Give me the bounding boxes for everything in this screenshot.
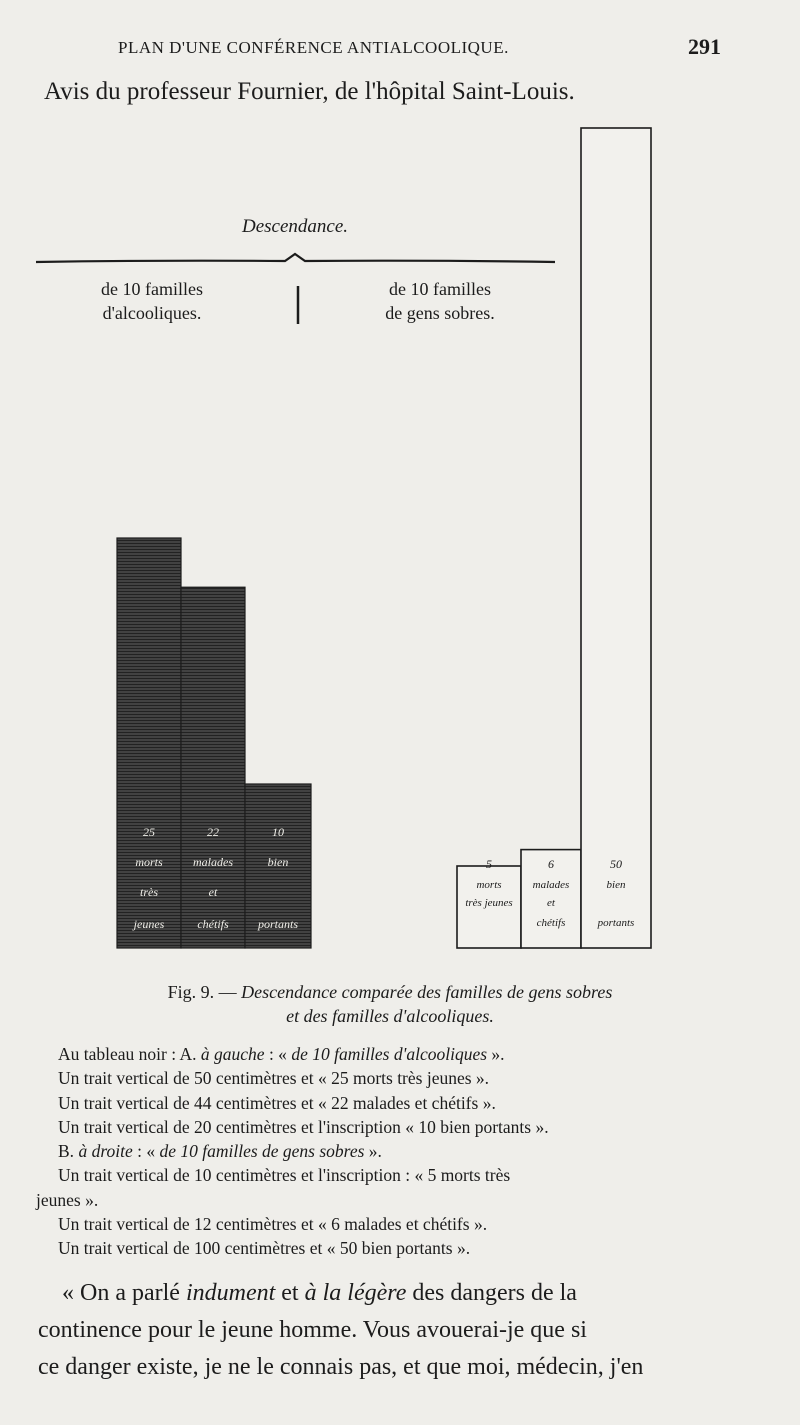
bar-count-label: 22: [207, 825, 219, 839]
note-line-1: [58, 1042, 758, 1066]
bar-count-label: 25: [143, 825, 155, 839]
note-1-c: : «: [264, 1044, 292, 1064]
note-5-d: de 10 familles de gens sobres: [159, 1141, 365, 1162]
bar-label-1: malades: [193, 855, 233, 869]
heading-brace: [36, 254, 555, 262]
figure-caption: [80, 980, 700, 1028]
blackboard-notes: [36, 1042, 758, 1261]
note-1-d: de 10 familles d'alcooliques: [291, 1044, 488, 1064]
bar-label-1: bien: [267, 855, 289, 869]
section-title: Avis du professeur Fournier, de l'hôpital Saint-Louis.: [44, 78, 575, 105]
body-1-a: « On a parlé: [62, 1280, 186, 1306]
bar-label-3: chétifs: [536, 917, 566, 929]
bar-label-3: portants: [257, 917, 299, 931]
body-1-c: et: [275, 1280, 305, 1306]
chart-heading: Descendance.: [241, 216, 349, 237]
body-1-b: indument: [185, 1280, 276, 1306]
note-line-3: Un trait vertical de 44 centimètres et « 22 malades et chétifs ».: [58, 1092, 496, 1113]
bar-sobres-3: [581, 128, 651, 948]
note-line-4: Un trait vertical de 20 centimètres et l'inscription « 10 bien portants ».: [58, 1116, 549, 1137]
note-line-2: Un trait vertical de 50 centimètres et « 25 morts très jeunes ».: [58, 1068, 490, 1089]
note-5-a: B.: [58, 1141, 79, 1162]
note-1-a: Au tableau noir : A.: [58, 1044, 201, 1064]
descendance-chart: [0, 110, 800, 970]
left-group-label-2: d'alcooliques.: [102, 303, 202, 323]
figure-9: [0, 110, 800, 970]
caption-text-1: Descendance comparée des familles de gens sobres: [241, 982, 613, 1002]
body-1-d: à la légère: [304, 1280, 407, 1306]
bar-label-1: morts: [135, 855, 163, 869]
body-line-2: continence pour le jeune homme. Vous avouerai-je que si: [38, 1317, 587, 1343]
body-1-e: des dangers de la: [406, 1280, 577, 1306]
note-5-e: ».: [364, 1141, 382, 1162]
caption-text-2: et des familles d'alcooliques.: [286, 1006, 494, 1026]
note-1-b: à gauche: [200, 1044, 265, 1064]
note-1-e: ».: [487, 1044, 505, 1064]
bar-label-3: chétifs: [197, 917, 229, 931]
bar-label-1: bien: [606, 879, 626, 891]
bar-count-label: 10: [272, 825, 284, 839]
bars-layer: [117, 128, 651, 948]
bar-count-label: 5: [486, 857, 492, 871]
bar-label-2: et: [208, 885, 218, 899]
note-line-6: Un trait vertical de 10 centimètres et l'inscription : « 5 morts très: [58, 1165, 511, 1186]
bar-count-label: 50: [610, 857, 622, 871]
page-number: 291: [688, 34, 721, 59]
note-line-5: [58, 1139, 758, 1163]
left-group-label-1: de 10 familles: [101, 279, 203, 299]
bar-label-2: très: [140, 885, 158, 899]
bar-label-3: portants: [597, 917, 635, 929]
note-line-8: Un trait vertical de 12 centimètres et « 6 malades et chétifs ».: [58, 1214, 488, 1235]
note-line-9: Un trait vertical de 100 centimètres et « 50 bien portants ».: [58, 1238, 471, 1259]
note-5-c: : «: [132, 1141, 160, 1162]
bar-label-1: morts: [476, 879, 502, 891]
bar-label-2: et: [547, 897, 555, 909]
bar-label-3: jeunes: [133, 917, 165, 931]
bar-label-1: malades: [532, 879, 570, 891]
body-paragraph: [38, 1275, 768, 1386]
note-line-7: jeunes ».: [36, 1189, 99, 1210]
bar-label-2: très jeunes: [465, 897, 513, 909]
body-line-3: ce danger existe, je ne le connais pas, et que moi, médecin, j'en: [38, 1354, 644, 1380]
bar-count-label: 6: [548, 857, 554, 871]
running-head: PLAN D'UNE CONFÉRENCE ANTIALCOOLIQUE.: [118, 38, 509, 57]
right-group-label-1: de 10 familles: [389, 279, 491, 299]
body-line-1: [62, 1275, 768, 1312]
right-group-label-2: de gens sobres.: [385, 303, 495, 323]
caption-lead: Fig. 9. —: [167, 982, 242, 1002]
note-5-b: à droite: [78, 1141, 133, 1162]
